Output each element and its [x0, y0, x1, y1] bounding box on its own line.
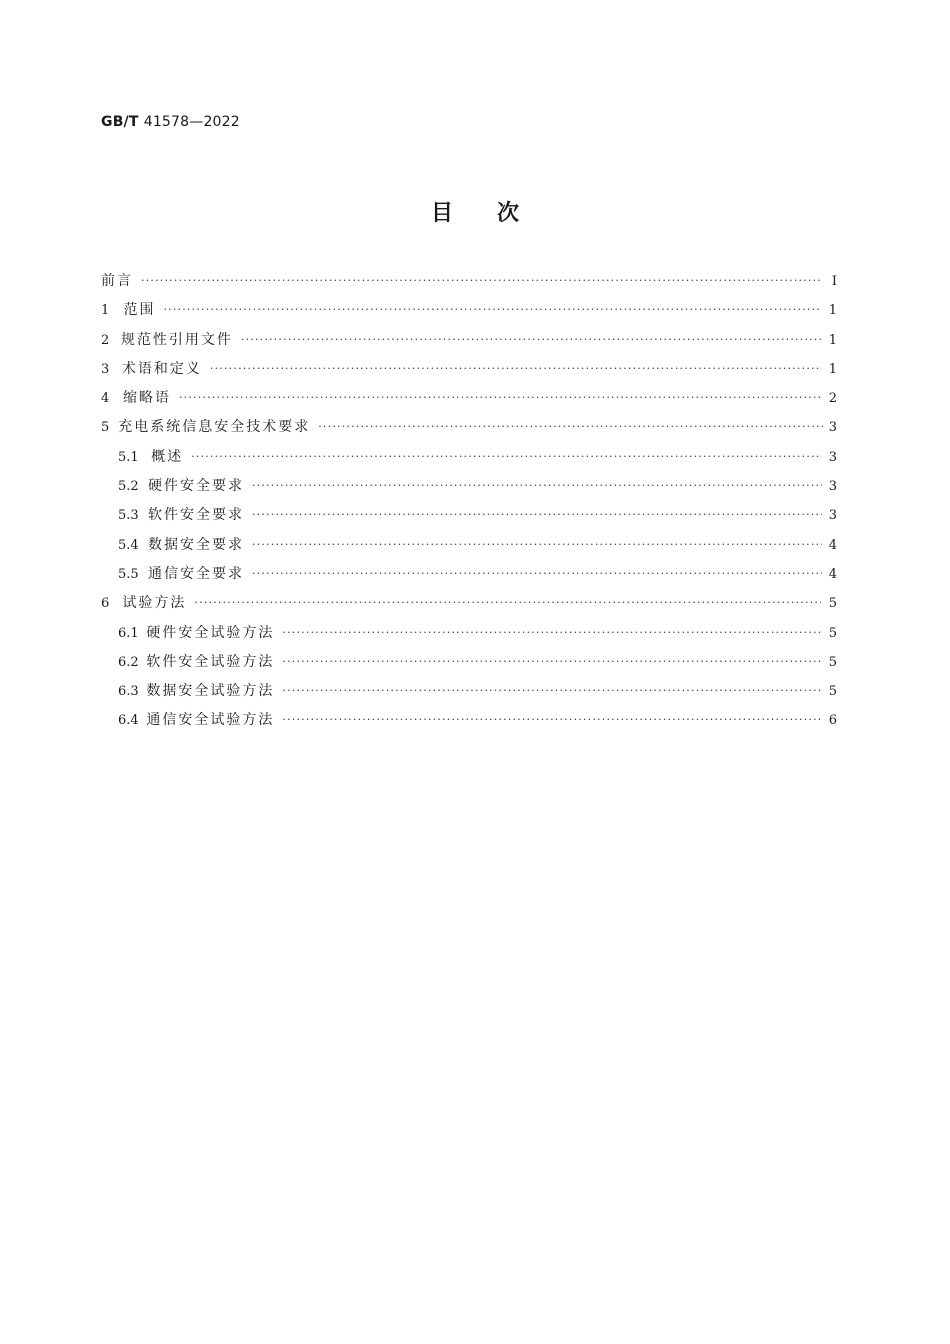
toc-entry-software-requirements[interactable] [101, 504, 837, 533]
toc-dot-leader [179, 391, 821, 404]
toc-entry-label: 试验方法 [122, 595, 187, 612]
toc-entry-data-test[interactable] [101, 680, 837, 709]
toc-entry-page: 2 [828, 391, 837, 407]
toc-entry-label: 缩略语 [122, 390, 171, 407]
toc-entry-label: 数据安全要求 [147, 536, 244, 553]
toc-entry-number: 5.3 [118, 508, 139, 524]
toc-entry-number: 4 [101, 391, 110, 407]
toc-entry-number: 1 [101, 303, 110, 319]
toc-entry-label: 术语和定义 [121, 360, 202, 377]
toc-dot-leader [241, 333, 822, 346]
toc-entry-foreword[interactable] [101, 270, 837, 299]
toc-entry-terms-definitions[interactable] [101, 358, 837, 387]
toc-entry-label: 硬件安全要求 [147, 478, 244, 495]
toc-entry-number: 3 [101, 361, 110, 377]
toc-dot-leader [282, 626, 822, 639]
toc-entry-number: 6.1 [118, 625, 139, 641]
toc-entry-technical-requirements[interactable] [101, 416, 837, 445]
toc-entry-scope[interactable] [101, 299, 837, 328]
toc-dot-leader [194, 596, 821, 609]
toc-dot-leader [252, 567, 822, 580]
toc-entry-number: 2 [101, 332, 110, 348]
toc-entry-label: 软件安全要求 [147, 507, 244, 524]
toc-entry-abbreviations[interactable] [101, 387, 837, 416]
toc-dot-leader [282, 655, 822, 668]
standard-code: 41578—2022 [143, 114, 240, 130]
toc-entry-number: 5.4 [118, 537, 139, 553]
toc-entry-number: 6.4 [118, 713, 139, 729]
toc-entry-number: 5 [101, 420, 110, 436]
toc-entry-overview[interactable] [101, 446, 837, 475]
toc-dot-leader [282, 684, 822, 697]
toc-dot-leader [252, 538, 822, 551]
toc-entry-page: 3 [828, 420, 837, 436]
toc-dot-leader [252, 479, 822, 492]
toc-dot-leader [141, 274, 820, 287]
toc-entry-software-test[interactable] [101, 651, 837, 680]
toc-entry-test-methods[interactable] [101, 592, 837, 621]
toc-entry-number: 6.2 [118, 654, 139, 670]
toc-entry-page: 5 [828, 596, 838, 612]
toc-entry-label: 规范性引用文件 [120, 331, 233, 348]
toc-entry-communication-requirements[interactable] [101, 563, 837, 592]
toc-dot-leader [210, 362, 821, 375]
toc-entry-page: 4 [828, 566, 837, 582]
toc-entry-page: 6 [828, 713, 837, 729]
toc-entry-label: 范围 [123, 302, 156, 319]
toc-dot-leader [318, 420, 822, 433]
toc-entry-page: Ⅰ [831, 274, 837, 289]
toc-entry-number: 6 [101, 596, 110, 612]
toc-entry-label: 充电系统信息安全技术要求 [118, 419, 311, 436]
toc-entry-page: 5 [828, 625, 837, 641]
toc-dot-leader [252, 508, 822, 521]
toc-entry-hardware-test[interactable] [101, 622, 837, 651]
toc-entry-number: 6.3 [118, 684, 139, 700]
toc-entry-page: 5 [828, 654, 837, 670]
toc-entry-page: 1 [828, 361, 837, 377]
toc-entry-page: 5 [828, 684, 837, 700]
toc-entry-number: 5.5 [118, 566, 139, 582]
toc-entry-label: 通信安全要求 [147, 565, 244, 582]
page-title: 目次 [430, 201, 563, 226]
toc-dot-leader [282, 713, 822, 726]
toc-entry-label: 硬件安全试验方法 [146, 624, 275, 641]
toc-entry-page: 1 [828, 303, 837, 319]
toc-entry-page: 4 [828, 537, 837, 553]
toc-entry-communication-test[interactable] [101, 709, 837, 738]
standard-prefix: GB/T [101, 114, 139, 130]
toc-dot-leader [191, 450, 821, 463]
toc-entry-label: 软件安全试验方法 [146, 653, 275, 670]
standard-number [101, 114, 240, 130]
toc-entry-page: 3 [828, 508, 837, 524]
toc-entry-hardware-requirements[interactable] [101, 475, 837, 504]
table-of-contents [101, 270, 837, 739]
toc-entry-label: 概述 [151, 448, 184, 465]
toc-entry-page: 1 [828, 332, 837, 348]
toc-dot-leader [163, 303, 820, 316]
toc-entry-label: 通信安全试验方法 [146, 712, 275, 729]
toc-entry-page: 3 [828, 479, 837, 495]
toc-entry-label: 前言 [101, 273, 133, 289]
toc-entry-label: 数据安全试验方法 [146, 683, 275, 700]
toc-entry-number: 5.2 [118, 479, 139, 495]
toc-entry-page: 3 [828, 449, 838, 465]
toc-entry-number: 5.1 [118, 449, 139, 465]
toc-entry-data-requirements[interactable] [101, 534, 837, 563]
toc-entry-normative-references[interactable] [101, 329, 837, 358]
